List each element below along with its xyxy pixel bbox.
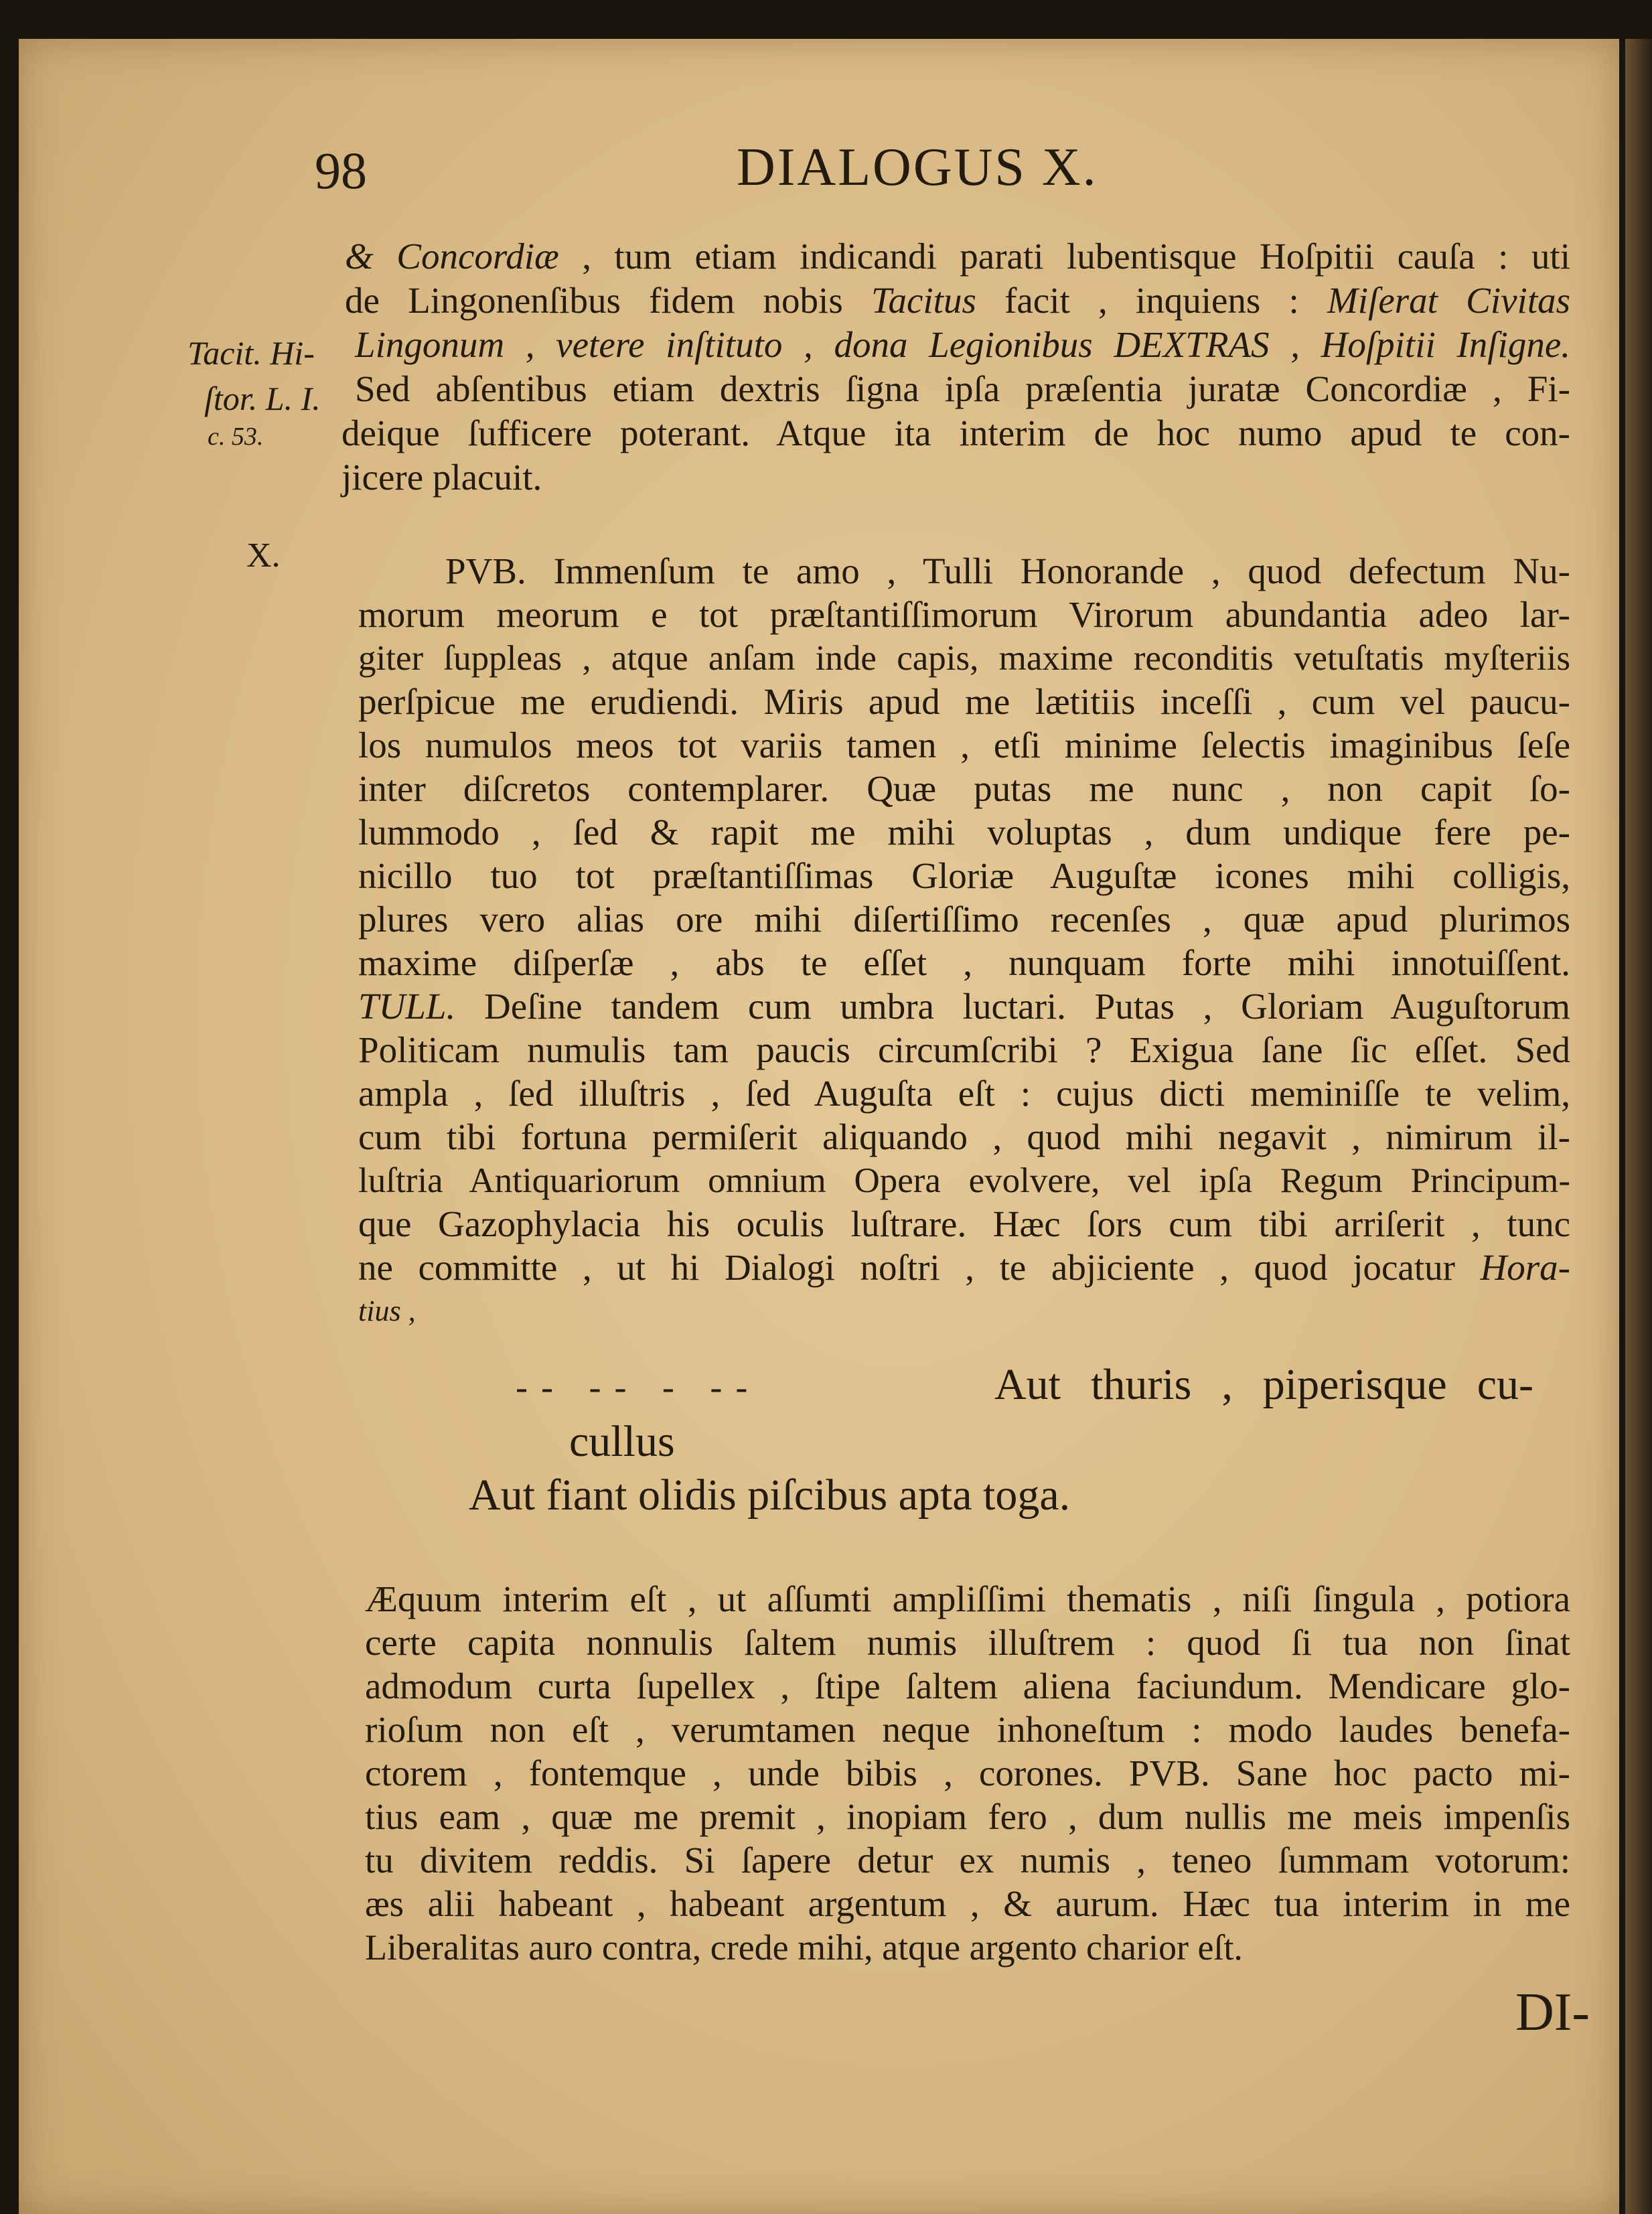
margin-citation: Tacit. Hi- [187,334,315,372]
margin-citation: c. 53. [208,423,264,451]
text-line: æs alii habeant , habeant argentum , & aurum. Hæc tua interim in me [365,1883,1570,1924]
text-line: tius , [358,1295,416,1327]
text-line: maxime diſperſæ , abs te eſſet , nunquam forte mihi innotuiſſent. [358,942,1570,983]
page-number: 98 [315,141,367,200]
text-line: PVB. Immenſum te amo , Tulli Honorande , quod defectum Nu- [445,550,1570,591]
text-line: jicere placuit. [342,457,542,498]
verse-line: Aut fiant olidis piſcibus apta toga. [469,1471,1071,1520]
verse-dashes: -- -- - -- [516,1367,761,1407]
text-line: ampla , ſed illuſtris , ſed Auguſta eſt : cujus dicti meminiſſe te velim, [358,1073,1570,1114]
text-line: tu divitem reddis. Si ſapere detur ex numis , teneo ſummam votorum: [365,1840,1570,1880]
margin-citation: ſtor. L. I. [204,380,321,417]
text-line: Lingonum , vetere inſtituto , dona Legionibus DEXTRAS , Hoſpitii Inſigne. [355,324,1570,365]
text-line: deique ſufficere poterant. Atque ita interim de hoc numo apud te con- [342,413,1570,453]
text-line: morum meorum e tot præſtantiſſimorum Virorum abundantia adeo lar- [358,594,1570,635]
text-line: inter diſcretos contemplarer. Quæ putas me nunc , non capit ſo- [358,768,1570,809]
text-line: Sed abſentibus etiam dextris ſigna ipſa præſentia juratæ Concordiæ , Fi- [355,368,1570,409]
text-line: Æquum interim eſt , ut aſſumti ampliſſimi thematis , niſi ſingula , potiora [365,1578,1570,1619]
text-line: ctorem , fontemque , unde bibis , corones. PVB. Sane hoc pacto mi- [365,1753,1570,1793]
text-line: plures vero alias ore mihi diſertiſſimo recenſes , quæ apud plurimos [358,899,1570,940]
text-line: que Gazophylacia his oculis luſtrare. Hæc ſors cum tibi arriſerit , tunc [358,1203,1570,1244]
text-line: tius eam , quæ me premit , inopiam fero , dum nullis me meis impenſis [365,1796,1570,1837]
text-line: Politicam numulis tam paucis circumſcribi ? Exigua ſane ſic eſſet. Sed [358,1029,1570,1070]
text-line: cum tibi fortuna permiſerit aliquando , quod mihi negavit , nimirum il- [358,1116,1570,1157]
text-line: de Lingonenſibus fidem nobis Tacitus facit , inquiens : Miſerat Civitas [345,280,1570,321]
text-line: ne committe , ut hi Dialogi noſtri , te abjiciente , quod jocatur Hora- [358,1247,1570,1288]
text-line: giter ſuppleas , atque anſam inde capis, maxime reconditis vetuſtatis myſteriis [358,639,1570,678]
text-line: & Concordiæ , tum etiam indicandi parati lubentisque Hoſpitii cauſa : uti [345,236,1570,277]
verse-line: Aut thuris , piperisque cu- [994,1360,1533,1409]
text-line: certe capita nonnulis ſaltem numis illuſtrem : quod ſi tua non ſinat [365,1622,1570,1663]
text-line: luſtria Antiquariorum omnium Opera evolvere, vel ipſa Regum Principum- [358,1161,1570,1200]
text-line: lummodo , ſed & rapit me mihi voluptas , dum undique fere pe- [358,812,1570,853]
text-line: Liberalitas auro contra, crede mihi, atque argento charior eſt. [365,1927,1243,1968]
section-marker: X. [246,536,281,575]
text-line: los numulos meos tot variis tamen , etſi minime ſelectis imaginibus ſeſe [358,725,1570,765]
running-head: DIALOGUS X. [737,138,1098,197]
verse-line: cullus [569,1417,675,1466]
text-line: admodum curta ſupellex , ſtipe ſaltem aliena faciundum. Mendicare glo- [365,1666,1570,1706]
text-line: TULL. Deſine tandem cum umbra luctari. Putas , Gloriam Auguſtorum [358,986,1570,1027]
text-line: perſpicue me erudiendi. Miris apud me lætitiis inceſſi , cum vel paucu- [358,681,1570,722]
text-line: rioſum non eſt , verumtamen neque inhoneſtum : modo laudes benefa- [365,1709,1570,1750]
page-gutter [1625,39,1652,2214]
catchword: DI- [1515,1983,1590,2042]
text-line: nicillo tuo tot præſtantiſſimas Gloriæ Auguſtæ icones mihi colligis, [358,855,1570,896]
